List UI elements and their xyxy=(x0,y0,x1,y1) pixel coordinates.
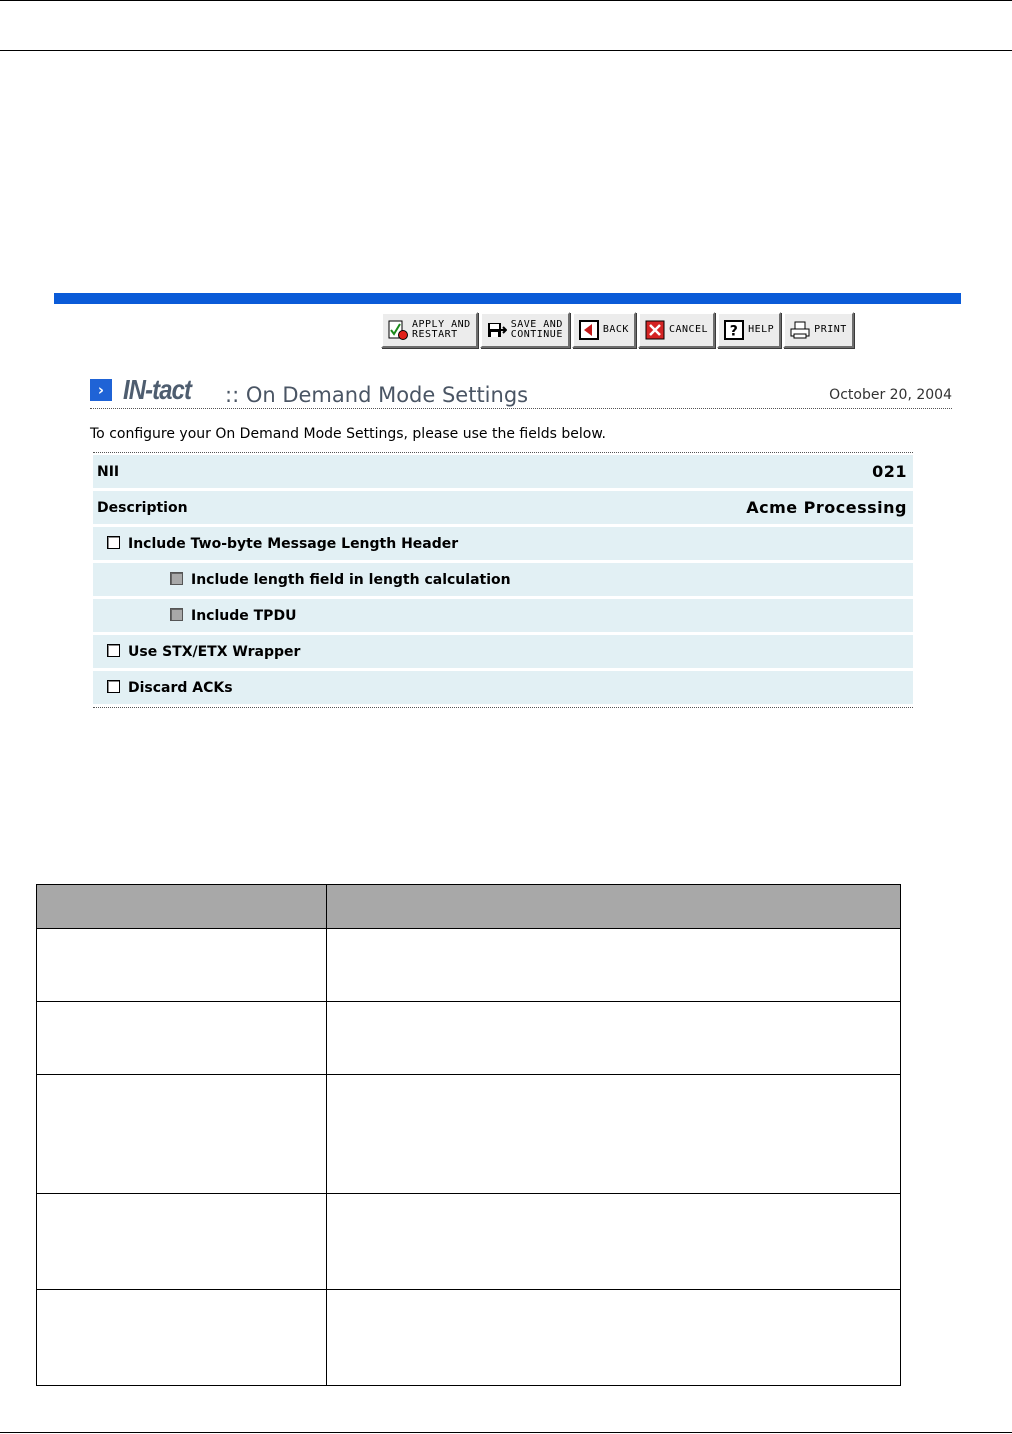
table-cell xyxy=(327,1290,901,1386)
tpdu-checkbox xyxy=(170,608,183,621)
two-byte-header-label: Include Two-byte Message Length Header xyxy=(128,535,459,552)
field-description-table xyxy=(36,884,901,1386)
back-arrow-icon xyxy=(579,320,599,340)
discard-acks-label: Discard ACKs xyxy=(128,679,233,696)
back-button[interactable]: BACK xyxy=(572,312,636,348)
nii-value: 021 xyxy=(872,461,907,481)
floppy-disk-icon xyxy=(487,320,507,340)
length-field-checkbox xyxy=(170,572,183,585)
description-label: Description xyxy=(97,499,188,516)
table-cell xyxy=(327,929,901,1002)
table-row xyxy=(37,1194,901,1290)
tpdu-row xyxy=(93,599,913,632)
table-cell xyxy=(37,1002,327,1075)
page-date: October 20, 2004 xyxy=(829,387,952,403)
table-row xyxy=(37,929,901,1002)
print-button[interactable]: PRINT xyxy=(783,312,854,348)
footer-rule xyxy=(0,1432,1012,1433)
svg-text:?: ? xyxy=(729,323,739,340)
page-header xyxy=(90,376,952,409)
stx-etx-checkbox[interactable] xyxy=(107,644,120,657)
length-field-row xyxy=(93,563,913,596)
header-rule xyxy=(0,50,1012,51)
table-header-cell xyxy=(37,885,327,929)
apply-restart-icon xyxy=(388,320,408,340)
tpdu-label: Include TPDU xyxy=(191,607,297,624)
discard-acks-row xyxy=(93,671,913,704)
save-and-continue-button[interactable]: SAVE AND CONTINUE xyxy=(480,312,570,348)
stx-etx-label: Use STX/ETX Wrapper xyxy=(128,643,301,660)
two-byte-header-row xyxy=(93,527,913,560)
table-header-cell xyxy=(327,885,901,929)
settings-form xyxy=(93,452,913,708)
cancel-x-icon xyxy=(645,320,665,340)
toolbar xyxy=(381,312,854,348)
two-byte-header-checkbox[interactable] xyxy=(107,536,120,549)
table-cell xyxy=(37,1290,327,1386)
nii-label: NII xyxy=(97,463,120,480)
top-rule xyxy=(0,0,1012,1)
table-cell xyxy=(327,1075,901,1194)
table-header-row xyxy=(37,885,901,929)
table-row xyxy=(37,1075,901,1194)
table-cell xyxy=(327,1194,901,1290)
table-cell xyxy=(327,1002,901,1075)
discard-acks-checkbox[interactable] xyxy=(107,680,120,693)
table-row xyxy=(37,1290,901,1386)
description-value: Acme Processing xyxy=(746,497,907,517)
help-button[interactable]: ? HELP xyxy=(717,312,781,348)
chevron-right-icon: › xyxy=(90,379,112,401)
table-cell xyxy=(37,1075,327,1194)
table-cell xyxy=(37,1194,327,1290)
stx-etx-row xyxy=(93,635,913,668)
cancel-button[interactable]: CANCEL xyxy=(638,312,715,348)
apply-and-restart-button[interactable]: APPLY AND RESTART xyxy=(381,312,478,348)
accent-bar xyxy=(54,293,961,304)
table-cell xyxy=(37,929,327,1002)
page-title: :: On Demand Mode Settings xyxy=(225,383,529,407)
table-row xyxy=(37,1002,901,1075)
instructions-text: To configure your On Demand Mode Settings, please use the fields below. xyxy=(90,426,606,442)
nii-row xyxy=(93,455,913,488)
printer-icon xyxy=(790,320,810,340)
length-field-label: Include length field in length calculation xyxy=(191,571,511,588)
description-row xyxy=(93,491,913,524)
brand-logo: IN-tact xyxy=(123,374,192,405)
help-question-icon xyxy=(724,320,744,340)
